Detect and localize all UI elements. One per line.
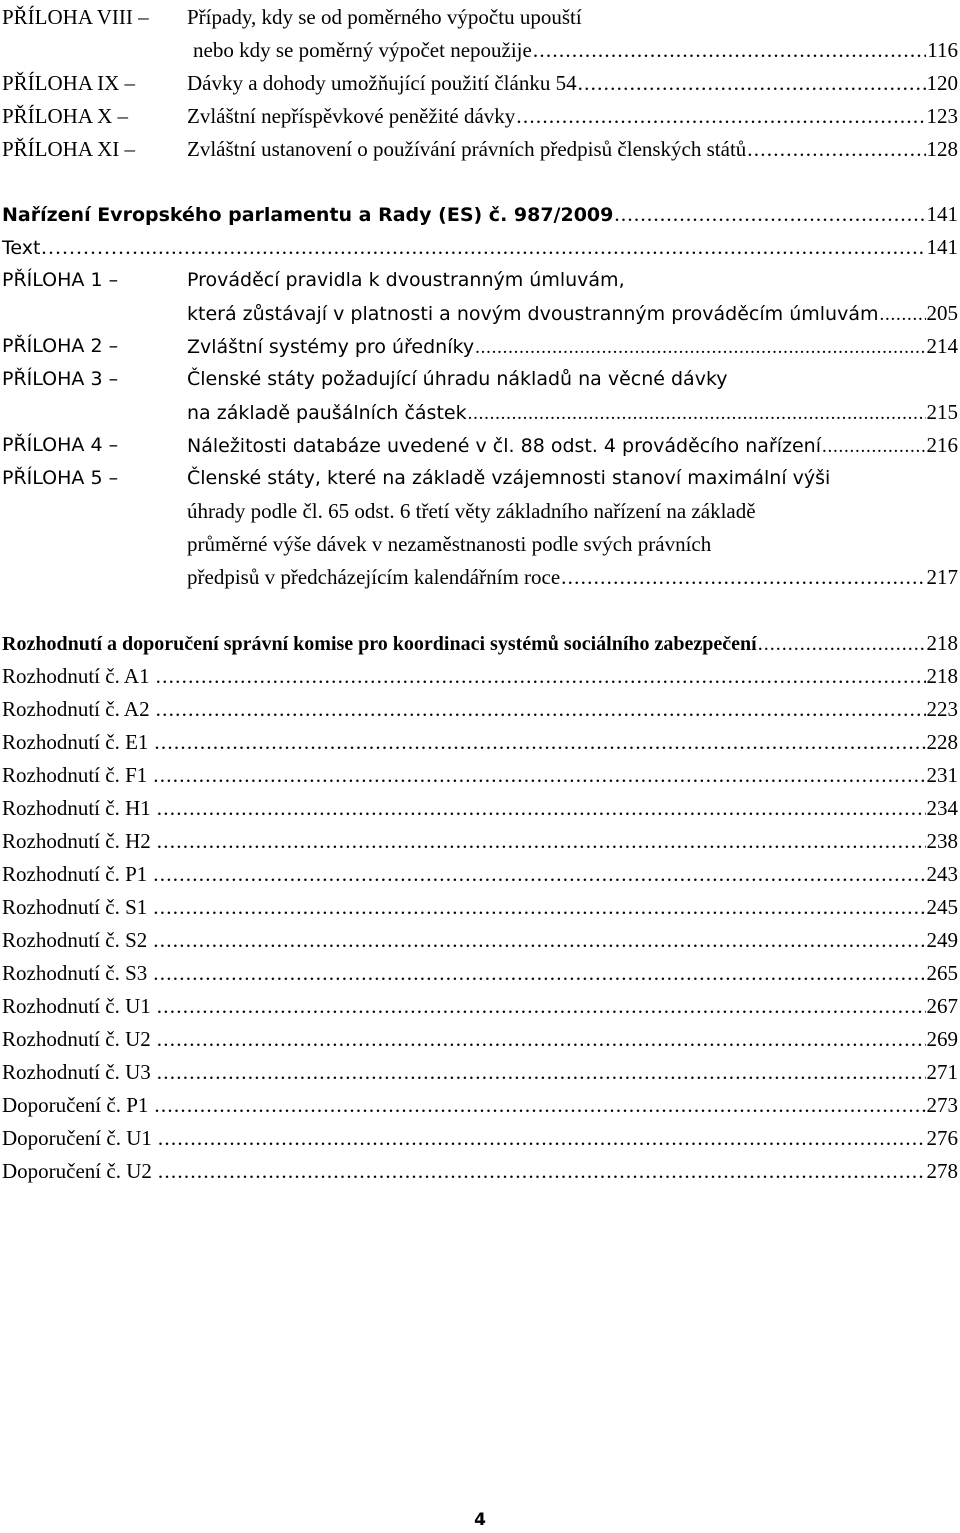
annex-title: Zvláštní nepříspěvkové peněžité dávky [187, 104, 516, 128]
page-ref: 234 [926, 796, 958, 820]
page-ref: 141 [926, 202, 958, 226]
page-ref: 276 [926, 1126, 958, 1150]
toc-entry-decision[interactable] [0, 1155, 960, 1188]
page-ref: 216 [926, 433, 958, 457]
annex-label: PŘÍLOHA 5 – [2, 467, 119, 489]
annex-title: Dávky a dohody umožňující použití článku 54 [187, 71, 577, 95]
dot-leader [153, 957, 925, 990]
dot-leader [533, 34, 926, 67]
toc-entry-decision[interactable] [0, 957, 960, 990]
annex-title: Případy, kdy se od poměrného výpočtu upouští [187, 5, 582, 29]
dot-leader [158, 1155, 926, 1188]
dot-leader [879, 298, 925, 331]
decision-label: Rozhodnutí č. S2 [2, 928, 148, 952]
dot-leader [152, 231, 926, 264]
page-ref: 267 [926, 994, 958, 1018]
page-ref: 271 [926, 1060, 958, 1084]
toc-entry-commission[interactable] [0, 627, 960, 660]
dot-leader [153, 858, 925, 891]
decision-label: Rozhodnutí č. P1 [2, 862, 148, 886]
page-ref: 238 [926, 829, 958, 853]
toc-entry-decision[interactable] [0, 825, 960, 858]
dot-leader [516, 100, 925, 133]
toc-entry-regulation[interactable] [0, 198, 960, 231]
page-ref: 245 [926, 895, 958, 919]
page-ref: 141 [926, 235, 958, 259]
dot-leader [158, 1122, 926, 1155]
toc-entry-annex-4[interactable] [0, 429, 960, 462]
dot-leader [578, 67, 926, 100]
toc-entry-annex-3-cont[interactable] [0, 396, 960, 429]
decision-label: Rozhodnutí č. S1 [2, 895, 148, 919]
decision-label: Rozhodnutí č. F1 [2, 763, 148, 787]
toc-entry-annex-x[interactable] [0, 100, 960, 133]
text-label: Text [2, 237, 41, 259]
dot-leader [475, 331, 925, 364]
dot-leader [614, 198, 925, 231]
annex-label: PŘÍLOHA 2 – [2, 335, 119, 357]
page-ref: 223 [926, 697, 958, 721]
page-ref: 215 [926, 400, 958, 424]
decision-label: Doporučení č. U2 [2, 1159, 152, 1183]
decision-label: Rozhodnutí č. U3 [2, 1060, 151, 1084]
toc-entry-annex-viii[interactable] [0, 1, 960, 34]
annex-label: PŘÍLOHA 3 – [2, 368, 119, 390]
toc-entry-decision[interactable] [0, 924, 960, 957]
decision-label: Doporučení č. U1 [2, 1126, 152, 1150]
toc-entry-decision[interactable] [0, 792, 960, 825]
page-ref: 128 [926, 137, 958, 161]
toc-entry-decision[interactable] [0, 693, 960, 726]
decision-label: Rozhodnutí č. H2 [2, 829, 151, 853]
page-ref: 116 [927, 38, 958, 62]
dot-leader [154, 1089, 925, 1122]
toc-entry-decision[interactable] [0, 1023, 960, 1056]
annex-title-cont: průměrné výše dávek v nezaměstnanosti podle svých právních [187, 532, 712, 556]
toc-entry-annex-1[interactable] [0, 264, 960, 297]
annex-label: PŘÍLOHA IX – [2, 71, 136, 95]
toc-entry-decision[interactable] [0, 990, 960, 1023]
decision-label: Rozhodnutí č. A1 [2, 664, 150, 688]
toc-entry-decision[interactable] [0, 660, 960, 693]
dot-leader [157, 990, 926, 1023]
decision-label: Rozhodnutí č. H1 [2, 796, 151, 820]
toc-entry-annex-5-cont1[interactable] [0, 495, 960, 528]
dot-leader [156, 660, 926, 693]
toc-entry-annex-5[interactable] [0, 462, 960, 495]
annex-title-cont: úhrady podle čl. 65 odst. 6 třetí věty základního nařízení na základě [187, 499, 756, 523]
toc-entry-decision[interactable] [0, 1122, 960, 1155]
toc-entry-decision[interactable] [0, 1056, 960, 1089]
page-ref: 218 [926, 631, 958, 655]
toc-entry-decision[interactable] [0, 759, 960, 792]
page-ref: 278 [926, 1159, 958, 1183]
page-number: 4 [474, 1510, 486, 1530]
annex-title-cont: na základě paušálních částek [187, 402, 467, 424]
annex-label: PŘÍLOHA X – [2, 104, 129, 128]
toc-entry-decision[interactable] [0, 891, 960, 924]
toc-entry-annex-2[interactable] [0, 330, 960, 363]
annex-label: PŘÍLOHA XI – [2, 137, 136, 161]
toc-entry-annex-ix[interactable] [0, 67, 960, 100]
annex-title: Zvláštní ustanovení o používání právních předpisů členských států [187, 137, 747, 161]
dot-leader [561, 561, 925, 594]
annex-title: Prováděcí pravidla k dvoustranným úmluvám, [187, 269, 625, 291]
page-ref: 120 [926, 71, 958, 95]
annex-label: PŘÍLOHA 4 – [2, 434, 119, 456]
page-ref: 214 [926, 334, 958, 358]
dot-leader [747, 133, 925, 166]
page-ref: 205 [926, 301, 958, 325]
dot-leader [157, 1056, 926, 1089]
commission-title: Rozhodnutí a doporučení správní komise pro koordinaci systémů sociálního zabezpečení [2, 633, 757, 655]
decision-label: Doporučení č. P1 [2, 1093, 149, 1117]
toc-entry-annex-3[interactable] [0, 363, 960, 396]
toc-entry-text[interactable] [0, 231, 960, 264]
regulation-title: Nařízení Evropského parlamentu a Rady (ES) č. 987/2009 [2, 204, 614, 226]
dot-leader [157, 1023, 926, 1056]
page-ref: 217 [926, 565, 958, 589]
decision-label: Rozhodnutí č. E1 [2, 730, 149, 754]
page-ref: 249 [926, 928, 958, 952]
dot-leader [153, 891, 925, 924]
annex-title-cont: která zůstávají v platnosti a novým dvoustranným prováděcím úmluvám [187, 303, 879, 325]
dot-leader [157, 825, 926, 858]
dot-leader [822, 430, 926, 463]
decision-label: Rozhodnutí č. U1 [2, 994, 151, 1018]
page-ref: 269 [926, 1027, 958, 1051]
dot-leader [153, 759, 925, 792]
page-ref: 231 [926, 763, 958, 787]
annex-title: Zvláštní systémy pro úředníky [187, 336, 475, 358]
toc-entry-annex-5-cont2[interactable] [0, 528, 960, 561]
dot-leader [154, 726, 925, 759]
annex-title: Náležitosti databáze uvedené v čl. 88 odst. 4 prováděcího nařízení [187, 435, 821, 457]
annex-title: Členské státy požadující úhradu nákladů na věcné dávky [187, 368, 728, 390]
annex-label: PŘÍLOHA 1 – [2, 269, 119, 291]
annex-title: Členské státy, které na základě vzájemnosti stanoví maximální výši [187, 467, 831, 489]
toc-entry-decision[interactable] [0, 1089, 960, 1122]
annex-label: PŘÍLOHA VIII – [2, 5, 149, 29]
toc-entry-decision[interactable] [0, 726, 960, 759]
toc-entry-annex-1-cont[interactable] [0, 297, 960, 330]
dot-leader [153, 924, 925, 957]
annex-title-cont: nebo kdy se poměrný výpočet nepoužije [193, 38, 532, 62]
dot-leader [468, 397, 926, 430]
page-ref: 273 [926, 1093, 958, 1117]
toc-entry-annex-viii-cont[interactable] [0, 34, 960, 67]
toc-entry-decision[interactable] [0, 858, 960, 891]
toc-entry-annex-5-cont3[interactable] [0, 561, 960, 594]
dot-leader [156, 693, 926, 726]
page-ref: 218 [926, 664, 958, 688]
page-ref: 228 [926, 730, 958, 754]
decision-label: Rozhodnutí č. U2 [2, 1027, 151, 1051]
decision-label: Rozhodnutí č. A2 [2, 697, 150, 721]
page-ref: 123 [926, 104, 958, 128]
page-ref: 265 [926, 961, 958, 985]
decision-label: Rozhodnutí č. S3 [2, 961, 148, 985]
annex-title-cont: předpisů v předcházejícím kalendářním roce [187, 565, 561, 589]
dot-leader [157, 792, 926, 825]
text-dots: ……………. [40, 235, 151, 259]
dot-leader [758, 628, 926, 661]
toc-entry-annex-xi[interactable] [0, 133, 960, 166]
page-ref: 243 [926, 862, 958, 886]
